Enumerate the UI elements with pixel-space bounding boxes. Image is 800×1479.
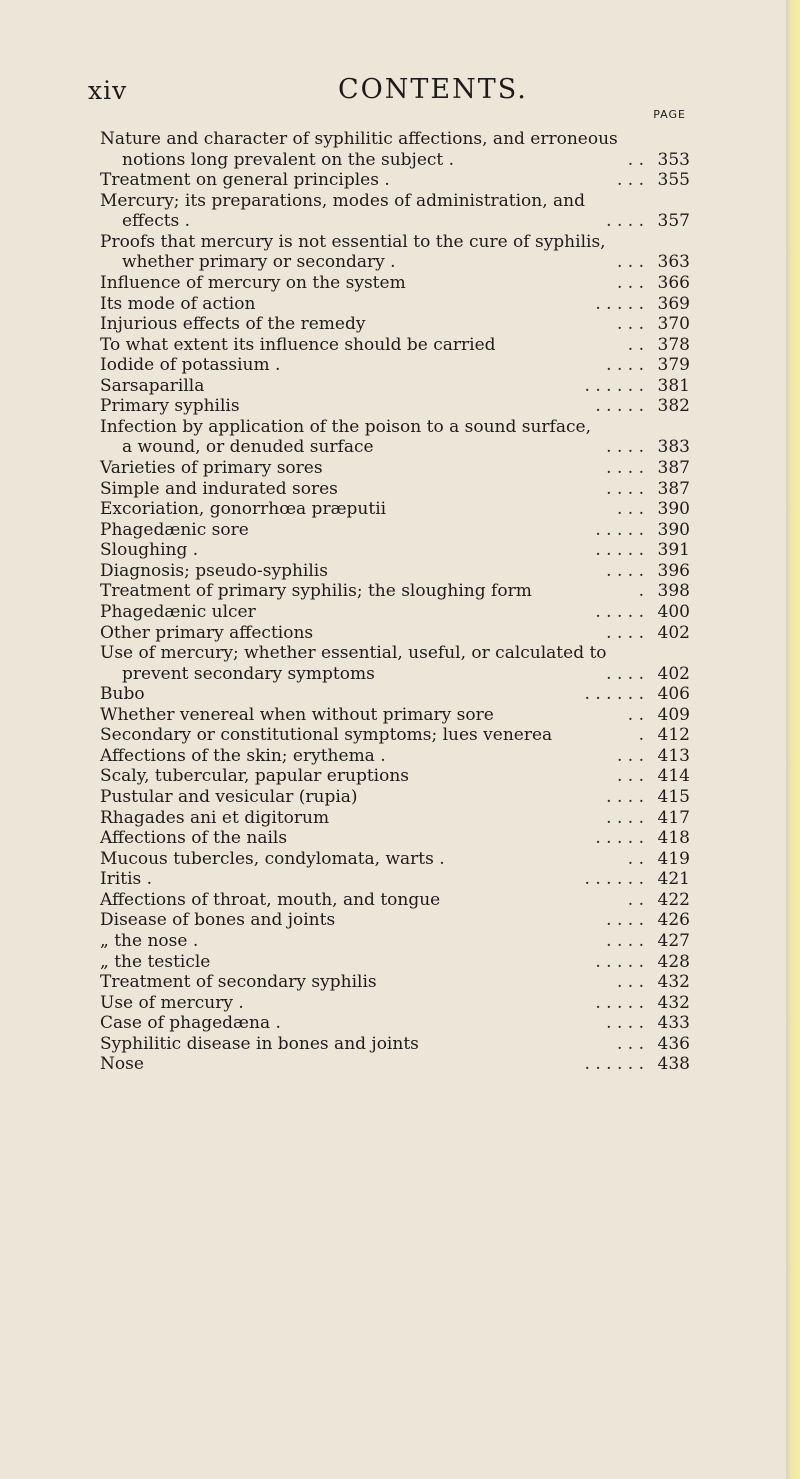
toc-page-number: 400 — [657, 601, 690, 622]
dot-leader: . . . . — [606, 437, 644, 458]
toc-entry-text: Use of mercury; whether essential, useful, or calculated to — [100, 643, 607, 664]
toc-entry-text: Sarsaparilla — [100, 375, 205, 396]
toc-entry — [100, 561, 690, 582]
toc-page-number: 357 — [657, 211, 690, 232]
toc-entry-text: Scaly, tubercular, papular eruptions — [100, 766, 409, 787]
toc-entry — [100, 1054, 690, 1075]
toc-page-number: 355 — [657, 170, 690, 191]
toc-entry — [100, 623, 690, 644]
toc-entry-text: Diagnosis; pseudo-syphilis — [100, 560, 328, 581]
toc-entry — [100, 150, 690, 171]
toc-entry — [100, 993, 690, 1014]
toc-page-number: 413 — [657, 745, 690, 766]
dot-leader: . . . — [616, 170, 644, 191]
toc-entry-text: Primary syphilis — [100, 396, 240, 417]
toc-page-number: 421 — [657, 869, 690, 890]
toc-entry-text: prevent secondary symptoms — [122, 663, 375, 684]
toc-entry — [100, 869, 690, 890]
dot-leader: . . — [627, 889, 644, 910]
toc-page-number: 422 — [657, 889, 690, 910]
dot-leader: . . . . . — [595, 992, 644, 1013]
toc-page-number: 412 — [657, 725, 690, 746]
toc-entry-text: Rhagades ani et digitorum — [100, 807, 330, 828]
toc-entry-text: „ the testicle — [100, 951, 211, 972]
toc-entry — [100, 890, 690, 911]
toc-entry-text: Injurious effects of the remedy — [100, 314, 366, 335]
toc-page-number: 353 — [657, 149, 690, 170]
page-header — [88, 72, 698, 112]
dot-leader: . . . . . . — [584, 869, 644, 890]
toc-entry-text: Use of mercury . — [100, 992, 244, 1013]
toc-entry — [100, 952, 690, 973]
running-title: CONTENTS. — [338, 74, 528, 105]
toc-entry — [100, 1034, 690, 1055]
toc-page-number: 432 — [657, 992, 690, 1013]
toc-entry-text: Proofs that mercury is not essential to the cure of syphilis, — [100, 231, 606, 252]
toc-entry-text: Pustular and vesicular (rupia) — [100, 787, 358, 807]
toc-entry — [100, 170, 690, 191]
toc-entry — [100, 746, 690, 767]
toc-page-number: 428 — [657, 951, 690, 972]
toc-entry-text: effects . — [122, 211, 191, 232]
dot-leader: . . . . . . — [584, 1054, 644, 1075]
toc-entry — [100, 479, 690, 500]
toc-entry — [100, 910, 690, 931]
dot-leader: . . . . . — [595, 519, 644, 540]
toc-entry-text: Varieties of primary sores — [100, 458, 323, 478]
dot-leader: . . . . . — [595, 540, 644, 561]
toc-page-number: 438 — [657, 1054, 690, 1075]
toc-page-number: 363 — [657, 252, 690, 273]
dot-leader: . . . . . — [595, 396, 644, 417]
toc-entry-text: Other primary affections — [100, 622, 314, 643]
toc-entry — [100, 972, 690, 993]
dot-leader: . . — [627, 848, 644, 869]
toc-entry-text: Iritis . — [100, 869, 153, 890]
toc-entry — [100, 705, 690, 726]
dot-leader: . . . — [616, 1033, 644, 1054]
toc-entry-text: Treatment of secondary syphilis — [100, 972, 377, 993]
toc-entry — [100, 294, 690, 315]
dot-leader: . . . — [616, 972, 644, 993]
dot-leader: . . . — [616, 272, 644, 293]
dot-leader: . . . . — [606, 478, 644, 499]
toc-entry — [100, 787, 690, 808]
toc-entry-text: „ the nose . — [100, 930, 199, 951]
toc-entry — [100, 129, 690, 150]
dot-leader: . . . — [616, 499, 644, 520]
toc-page-number: 398 — [657, 581, 690, 602]
dot-leader: . . . . . . — [584, 375, 644, 396]
dot-leader: . . . . — [606, 930, 644, 951]
table-of-contents — [100, 129, 690, 1075]
toc-entry — [100, 849, 690, 870]
dot-leader: . . . . . — [595, 293, 644, 314]
toc-page-number: 426 — [657, 910, 690, 931]
toc-entry-text: Sloughing . — [100, 540, 199, 561]
toc-entry — [100, 1013, 690, 1034]
toc-page-number: 427 — [657, 930, 690, 951]
toc-page-number: 402 — [657, 622, 690, 643]
toc-entry — [100, 931, 690, 952]
toc-entry — [100, 355, 690, 376]
dot-leader: . . . . — [606, 458, 644, 478]
toc-entry-text: Phagedænic sore — [100, 519, 249, 540]
page-column-label: PAGE — [653, 108, 686, 121]
toc-page-number: 414 — [657, 766, 690, 787]
toc-entry — [100, 684, 690, 705]
toc-page-number: 419 — [657, 848, 690, 869]
toc-entry-text: Iodide of potassium . — [100, 355, 281, 376]
toc-page-number: 409 — [657, 704, 690, 725]
dot-leader: . . . . . — [595, 828, 644, 849]
toc-entry-text: Excoriation, gonorrhœa præputii — [100, 499, 387, 520]
toc-page-number: 381 — [657, 375, 690, 396]
toc-entry-text: a wound, or denuded surface — [122, 437, 374, 458]
dot-leader: . . . . . . — [584, 684, 644, 705]
toc-entry — [100, 540, 690, 561]
toc-page-number: 406 — [657, 684, 690, 705]
dot-leader: . . — [627, 704, 644, 725]
toc-entry-text: To what extent its influence should be carried — [100, 334, 496, 355]
toc-entry — [100, 602, 690, 623]
toc-entry — [100, 643, 690, 664]
toc-entry-text: Syphilitic disease in bones and joints — [100, 1033, 419, 1054]
toc-page-number: 383 — [657, 437, 690, 458]
toc-page-number: 436 — [657, 1033, 690, 1054]
dot-leader: . . . . . — [595, 601, 644, 622]
toc-entry-text: notions long prevalent on the subject . — [122, 149, 455, 170]
dot-leader: . — [638, 581, 644, 602]
toc-entry — [100, 232, 690, 253]
dot-leader: . . . . — [606, 807, 644, 828]
toc-entry-text: Treatment of primary syphilis; the sloughing form — [100, 581, 532, 602]
toc-entry-text: Affections of the skin; erythema . — [100, 745, 386, 766]
toc-entry-text: Whether venereal when without primary sore — [100, 704, 494, 725]
toc-entry-text: Mucous tubercles, condylomata, warts . — [100, 848, 445, 869]
toc-page-number: 390 — [657, 499, 690, 520]
toc-entry-text: Nature and character of syphilitic affections, and erroneous — [100, 129, 618, 149]
toc-page-number: 415 — [657, 787, 690, 807]
toc-entry — [100, 252, 690, 273]
dot-leader: . . . . . — [595, 951, 644, 972]
toc-page-number: 390 — [657, 519, 690, 540]
toc-entry-text: Infection by application of the poison to a sound surface, — [100, 416, 591, 437]
toc-entry-text: Phagedænic ulcer — [100, 601, 256, 622]
dot-leader: . . . . — [606, 355, 644, 376]
toc-page-number: 378 — [657, 334, 690, 355]
toc-entry — [100, 664, 690, 685]
dot-leader: . . . . — [606, 1013, 644, 1034]
toc-entry-text: Nose — [100, 1054, 144, 1075]
toc-entry-text: Affections of throat, mouth, and tongue — [100, 889, 441, 910]
toc-entry — [100, 458, 690, 479]
toc-entry — [100, 725, 690, 746]
toc-page-number: 391 — [657, 540, 690, 561]
toc-page-number: 433 — [657, 1013, 690, 1034]
dot-leader: . — [638, 725, 644, 746]
toc-entry-text: Secondary or constitutional symptoms; lues venerea — [100, 725, 553, 746]
toc-entry-text: Influence of mercury on the system — [100, 272, 406, 293]
folio-number: xiv — [88, 76, 128, 105]
toc-entry-text: Bubo — [100, 684, 145, 705]
toc-page-number: 387 — [657, 478, 690, 499]
toc-entry — [100, 314, 690, 335]
toc-page-number: 396 — [657, 560, 690, 581]
toc-entry-text: Its mode of action — [100, 293, 256, 314]
toc-entry — [100, 417, 690, 438]
toc-page-number: 369 — [657, 293, 690, 314]
dot-leader: . . . — [616, 252, 644, 273]
toc-page-number: 382 — [657, 396, 690, 417]
toc-page-number: 370 — [657, 314, 690, 335]
toc-page-number: 366 — [657, 272, 690, 293]
dot-leader: . . . — [616, 314, 644, 335]
dot-leader: . . . . — [606, 787, 644, 807]
toc-page-number: 418 — [657, 828, 690, 849]
dot-leader: . . . — [616, 745, 644, 766]
dot-leader: . . . . — [606, 663, 644, 684]
toc-entry-text: Treatment on general principles . — [100, 170, 390, 191]
toc-entry — [100, 581, 690, 602]
toc-entry — [100, 211, 690, 232]
dot-leader: . . — [627, 334, 644, 355]
dot-leader: . . . . — [606, 211, 644, 232]
dot-leader: . . . . — [606, 622, 644, 643]
dot-leader: . . . . — [606, 560, 644, 581]
toc-entry — [100, 437, 690, 458]
toc-entry-text: Mercury; its preparations, modes of administration, and — [100, 190, 586, 211]
toc-entry-text: Disease of bones and joints — [100, 910, 336, 931]
toc-page-number: 402 — [657, 663, 690, 684]
toc-entry-text: Case of phagedæna . — [100, 1013, 281, 1034]
toc-entry-text: Simple and indurated sores — [100, 478, 338, 499]
toc-page-number: 417 — [657, 807, 690, 828]
page-edge — [786, 0, 800, 1479]
toc-page-number: 387 — [657, 458, 690, 478]
dot-leader: . . . . — [606, 910, 644, 931]
toc-entry-text: whether primary or secondary . — [122, 252, 396, 273]
toc-entry — [100, 808, 690, 829]
toc-page-number: 432 — [657, 972, 690, 993]
toc-entry — [100, 191, 690, 212]
toc-page-number: 379 — [657, 355, 690, 376]
toc-entry — [100, 520, 690, 541]
toc-entry — [100, 376, 690, 397]
dot-leader: . . — [627, 149, 644, 170]
toc-entry-text: Affections of the nails — [100, 828, 288, 849]
toc-entry — [100, 828, 690, 849]
toc-entry — [100, 766, 690, 787]
dot-leader: . . . — [616, 766, 644, 787]
toc-entry — [100, 335, 690, 356]
toc-entry — [100, 273, 690, 294]
toc-entry — [100, 499, 690, 520]
toc-entry — [100, 396, 690, 417]
